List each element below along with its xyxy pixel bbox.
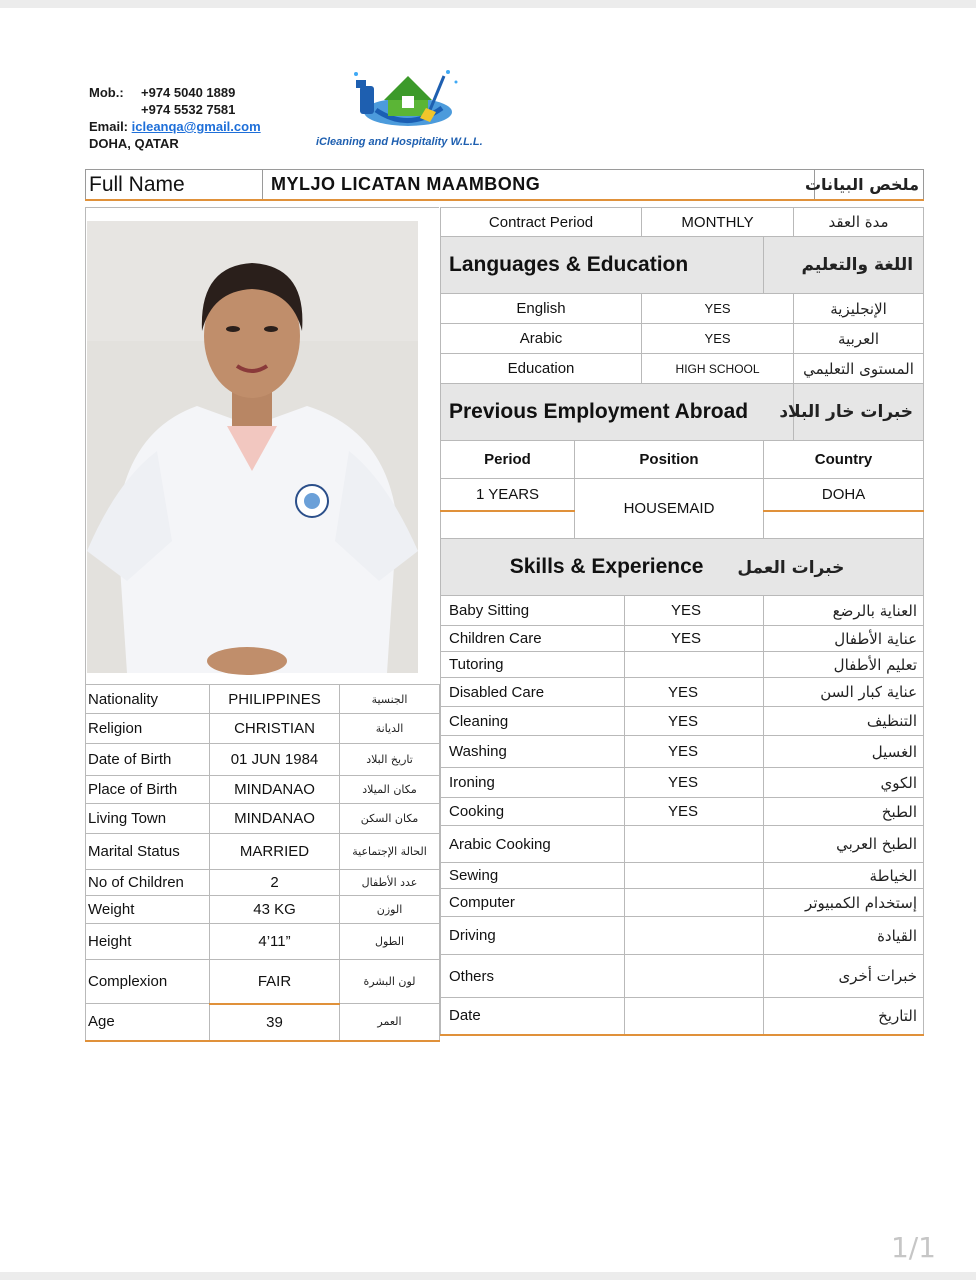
skill-value: YES xyxy=(625,768,764,798)
full-name-value: MYLJO LICATAN MAAMBONG xyxy=(263,170,815,201)
education-value: HIGH SCHOOL xyxy=(642,354,794,384)
skill-value xyxy=(625,652,764,678)
personal-label: Date of Birth xyxy=(86,744,210,776)
personal-value: 39 xyxy=(210,1004,340,1041)
skill-label-ar: القيادة xyxy=(764,917,924,955)
skill-label: Driving xyxy=(441,917,625,955)
personal-details-table xyxy=(85,684,440,1042)
document-page xyxy=(0,8,976,1272)
contract-period-label: Contract Period xyxy=(441,208,642,237)
skill-value xyxy=(625,826,764,863)
skill-label-ar: تعليم الأطفال xyxy=(764,652,924,678)
skill-label-ar: الطبخ العربي xyxy=(764,826,924,863)
skill-label: Date xyxy=(441,998,625,1035)
skill-label-ar: عناية كبار السن xyxy=(764,678,924,707)
city: DOHA, QATAR xyxy=(89,136,179,151)
skill-value: YES xyxy=(625,736,764,768)
col-country-header: Country xyxy=(764,441,924,479)
skill-row xyxy=(441,707,924,736)
personal-row xyxy=(86,924,440,960)
personal-label-ar: مكان الميلاد xyxy=(340,776,440,804)
contract-period-ar: مدة العقد xyxy=(794,208,924,237)
contact-block xyxy=(89,84,261,152)
employment-position: HOUSEMAID xyxy=(575,479,764,539)
personal-value: FAIR xyxy=(210,960,340,1004)
employment-empty-cell xyxy=(441,511,575,539)
personal-label: No of Children xyxy=(86,870,210,896)
skill-row xyxy=(441,798,924,826)
personal-label: Age xyxy=(86,1004,210,1041)
skill-value: YES xyxy=(625,678,764,707)
summary-ar-label: ملخص البيانات xyxy=(815,170,924,201)
personal-label-ar: تاريخ البلاد xyxy=(340,744,440,776)
skill-label-ar: الغسيل xyxy=(764,736,924,768)
skill-row xyxy=(441,678,924,707)
personal-label-ar: الحالة الإجتماعية xyxy=(340,834,440,870)
languages-heading: Languages & Education xyxy=(441,237,764,294)
skill-label: Sewing xyxy=(441,863,625,889)
personal-label-ar: العمر xyxy=(340,1004,440,1041)
skill-label: Children Care xyxy=(441,626,625,652)
skill-row xyxy=(441,596,924,626)
personal-row xyxy=(86,896,440,924)
personal-value: MARRIED xyxy=(210,834,340,870)
personal-label-ar: الطول xyxy=(340,924,440,960)
personal-row xyxy=(86,804,440,834)
skill-row xyxy=(441,826,924,863)
qualifications-table xyxy=(440,207,924,1036)
personal-value: 01 JUN 1984 xyxy=(210,744,340,776)
personal-row xyxy=(86,1004,440,1041)
personal-value: 43 KG xyxy=(210,896,340,924)
full-name-label: Full Name xyxy=(86,170,263,201)
employment-heading-ar: خبرات خار البلاد xyxy=(794,384,924,441)
contract-period-value: MONTHLY xyxy=(642,208,794,237)
full-name-bar xyxy=(85,169,924,201)
lang-english-value: YES xyxy=(642,294,794,324)
personal-value: CHRISTIAN xyxy=(210,714,340,744)
skill-value xyxy=(625,889,764,917)
languages-heading-ar: اللغة والتعليم xyxy=(764,237,924,294)
lang-arabic-ar: العربية xyxy=(794,324,924,354)
mobile-number-1: +974 5040 1889 xyxy=(141,85,236,100)
skill-label-ar: عناية الأطفال xyxy=(764,626,924,652)
personal-label: Height xyxy=(86,924,210,960)
skill-label-ar: الطبخ xyxy=(764,798,924,826)
lang-arabic-value: YES xyxy=(642,324,794,354)
personal-label: Religion xyxy=(86,714,210,744)
lang-arabic-label: Arabic xyxy=(441,324,642,354)
skill-value xyxy=(625,917,764,955)
skill-value: YES xyxy=(625,798,764,826)
personal-value: PHILIPPINES xyxy=(210,685,340,714)
skills-heading-ar: خبرات العمل xyxy=(737,558,845,578)
skill-value: YES xyxy=(625,707,764,736)
skill-row xyxy=(441,736,924,768)
personal-label-ar: مكان السكن xyxy=(340,804,440,834)
skill-label-ar: التاريخ xyxy=(764,998,924,1035)
skill-row xyxy=(441,768,924,798)
email-link[interactable]: icleanqa@gmail.com xyxy=(131,119,261,134)
skill-label-ar: التنظيف xyxy=(764,707,924,736)
skill-label: Disabled Care xyxy=(441,678,625,707)
personal-row xyxy=(86,685,440,714)
skill-label: Arabic Cooking xyxy=(441,826,625,863)
skill-label-ar: خبرات أخرى xyxy=(764,955,924,998)
skill-label: Washing xyxy=(441,736,625,768)
skill-row xyxy=(441,652,924,678)
personal-value: 2 xyxy=(210,870,340,896)
personal-row xyxy=(86,744,440,776)
lang-english-label: English xyxy=(441,294,642,324)
personal-label: Marital Status xyxy=(86,834,210,870)
personal-label: Living Town xyxy=(86,804,210,834)
personal-label-ar: عدد الأطفال xyxy=(340,870,440,896)
skill-label: Computer xyxy=(441,889,625,917)
personal-label-ar: الوزن xyxy=(340,896,440,924)
company-name: iCleaning and Hospitality W.L.L. xyxy=(316,136,483,148)
skill-value: YES xyxy=(625,596,764,626)
skills-heading-cell xyxy=(441,539,924,596)
personal-row xyxy=(86,714,440,744)
skill-label-ar: إستخدام الكمبيوتر xyxy=(764,889,924,917)
personal-label: Nationality xyxy=(86,685,210,714)
candidate-photo xyxy=(87,221,418,673)
personal-label-ar: الديانة xyxy=(340,714,440,744)
skill-label-ar: الكوي xyxy=(764,768,924,798)
employment-country: DOHA xyxy=(764,479,924,511)
skill-label: Ironing xyxy=(441,768,625,798)
employment-heading: Previous Employment Abroad xyxy=(441,384,794,441)
col-position-header: Position xyxy=(575,441,764,479)
education-ar: المستوى التعليمي xyxy=(794,354,924,384)
lang-english-ar: الإنجليزية xyxy=(794,294,924,324)
personal-label-ar: الجنسية xyxy=(340,685,440,714)
personal-value: 4’11” xyxy=(210,924,340,960)
personal-label: Weight xyxy=(86,896,210,924)
skill-row xyxy=(441,917,924,955)
skill-row xyxy=(441,955,924,998)
skill-row xyxy=(441,998,924,1035)
skill-label: Baby Sitting xyxy=(441,596,625,626)
mobile-label: Mob.: xyxy=(89,85,124,100)
skill-label-ar: العناية بالرضع xyxy=(764,596,924,626)
page-indicator: 1/1 xyxy=(890,1231,936,1264)
personal-row xyxy=(86,834,440,870)
skills-heading: Skills & Experience xyxy=(509,555,704,578)
skill-label: Cooking xyxy=(441,798,625,826)
employment-empty-cell xyxy=(764,511,924,539)
personal-label: Complexion xyxy=(86,960,210,1004)
skill-row xyxy=(441,626,924,652)
skill-label-ar: الخياطة xyxy=(764,863,924,889)
skill-value xyxy=(625,863,764,889)
skill-row xyxy=(441,863,924,889)
mobile-number-2: +974 5532 7581 xyxy=(141,102,236,117)
personal-value: MINDANAO xyxy=(210,776,340,804)
email-label: Email: xyxy=(89,119,129,134)
personal-row xyxy=(86,776,440,804)
personal-value: MINDANAO xyxy=(210,804,340,834)
personal-row xyxy=(86,870,440,896)
personal-label: Place of Birth xyxy=(86,776,210,804)
personal-row xyxy=(86,960,440,1004)
skill-value: YES xyxy=(625,626,764,652)
col-period-header: Period xyxy=(441,441,575,479)
education-label: Education xyxy=(441,354,642,384)
skill-value xyxy=(625,998,764,1035)
skill-label: Others xyxy=(441,955,625,998)
employment-period: 1 YEARS xyxy=(441,479,575,511)
skill-value xyxy=(625,955,764,998)
skill-label: Cleaning xyxy=(441,707,625,736)
personal-label-ar: لون البشرة xyxy=(340,960,440,1004)
skill-row xyxy=(441,889,924,917)
skill-label: Tutoring xyxy=(441,652,625,678)
